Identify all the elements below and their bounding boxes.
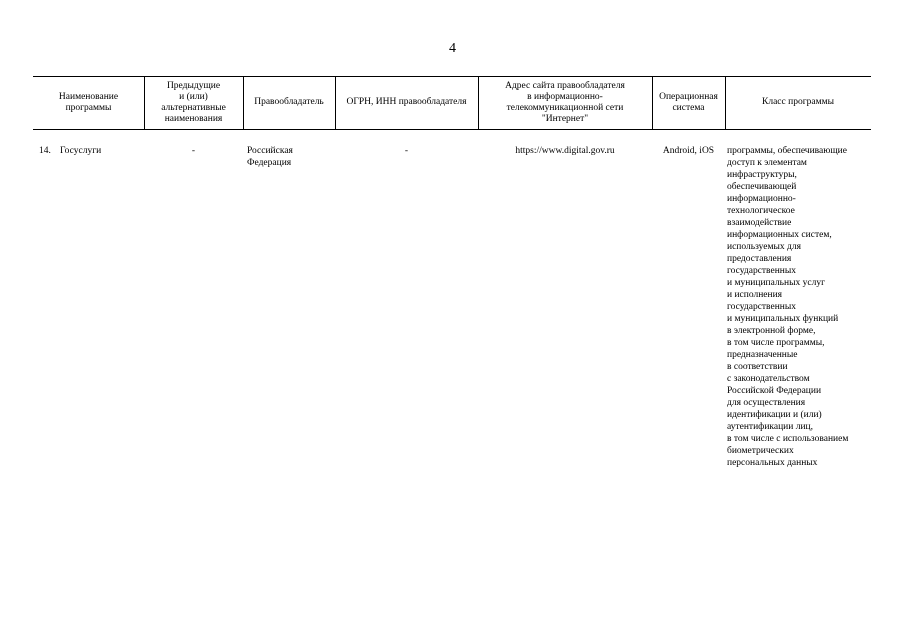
row-website: https://www.digital.gov.ru — [515, 146, 615, 156]
program-class-line: для осуществления — [727, 398, 806, 408]
program-class-line: Российской Федерации — [727, 386, 822, 396]
row-ogrn-inn: - — [404, 146, 409, 156]
program-class-line: используемых для — [727, 242, 801, 252]
header-ogrn-inn: ОГРН, ИНН правообладателя — [346, 97, 467, 107]
program-class-line: предназначенные — [727, 350, 798, 360]
header-program-name: Наименование программы — [58, 91, 119, 113]
program-class-line: персональных данных — [727, 458, 818, 468]
program-class-line: и муниципальных услуг — [727, 278, 825, 288]
header-previous-names: Предыдущие и (или) альтернативные наименования — [161, 80, 226, 124]
program-class-line: предоставления — [727, 254, 792, 264]
row-os: Android, iOS — [662, 146, 715, 156]
program-class-line: доступ к элементам — [727, 158, 807, 168]
table-header-rule — [33, 129, 871, 130]
program-class-line: с законодательством — [727, 374, 810, 384]
program-class-line: информационно- — [727, 194, 796, 204]
program-class-line: технологическое — [727, 206, 795, 216]
program-class-line: информационных систем, — [727, 230, 832, 240]
row-number: 14. — [39, 146, 51, 156]
program-class-line: обеспечивающей — [727, 182, 797, 192]
program-class-line: программы, обеспечивающие — [727, 146, 847, 156]
row-previous-names: - — [191, 146, 196, 156]
header-website: Адрес сайта правообладателя в информационно- телекоммуникационной сети "Интернет" — [505, 80, 625, 124]
program-class-line: и исполнения — [727, 290, 783, 300]
program-class-line: идентификации и (или) — [727, 410, 822, 420]
header-program-class: Класс программы — [762, 97, 834, 107]
program-class-line: в том числе программы, — [727, 338, 825, 348]
program-class-line: инфраструктуры, — [727, 170, 797, 180]
program-class-line: взаимодействие — [727, 218, 792, 228]
program-class-line: в соответствии — [727, 362, 788, 372]
row-program-name: Госуслуги — [60, 146, 102, 156]
row-owner: Российская Федерация — [247, 146, 293, 168]
program-class-line: аутентификации лиц, — [727, 422, 814, 432]
page-number: 4 — [449, 41, 456, 56]
program-class-line: биометрических — [727, 446, 794, 456]
program-class-line: и муниципальных функций — [727, 314, 839, 324]
program-class-line: государственных — [727, 266, 797, 276]
header-os: Операционная система — [659, 91, 718, 113]
row-program-class — [727, 145, 872, 469]
program-class-line: государственных — [727, 302, 797, 312]
program-class-line: в электронной форме, — [727, 326, 816, 336]
program-class-line: в том числе с использованием — [727, 434, 849, 444]
header-owner: Правообладатель — [254, 97, 324, 107]
